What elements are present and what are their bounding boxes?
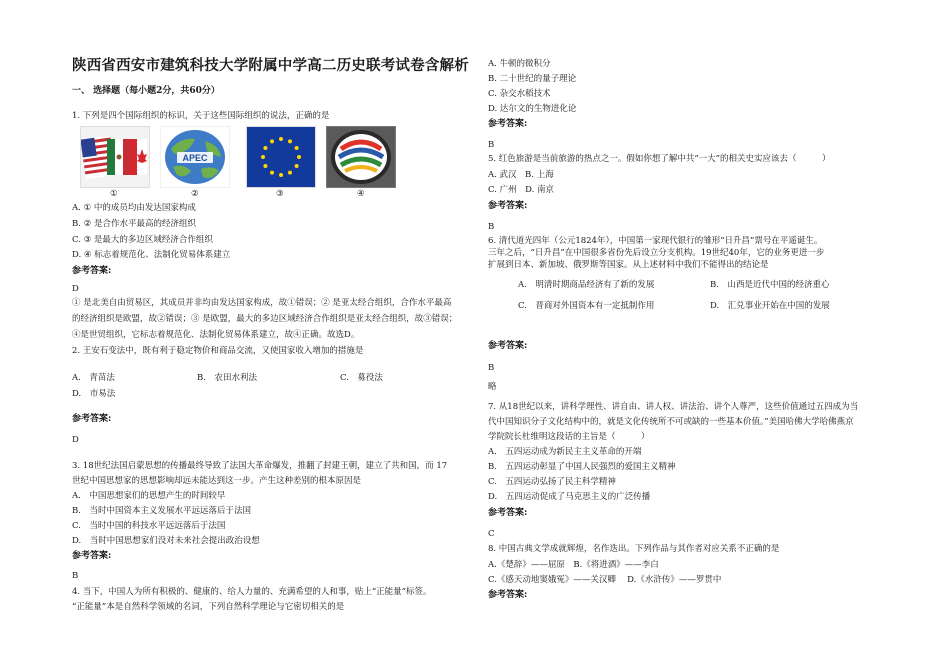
q4-answer: B — [488, 140, 495, 150]
q6-option-b: B. 山西是近代中国的经济重心 — [710, 280, 830, 290]
logo-caption-4: ④ — [357, 189, 365, 199]
q4-stem-line-1: 4. 当下，中国人为所有积极的、健康的、给人力量的、充满希望的人和事，贴上“正能量”标签。 — [72, 587, 432, 597]
q6-option-d: D. 汇兑事业开始在中国的发展 — [710, 301, 830, 311]
q1-explanation-line-3: ④是世贸组织，它标志着规范化、法制化贸易体系建立，故④正确。故选D。 — [72, 330, 360, 340]
q1-option-b: B. ② 是合作水平最高的经济组织 — [72, 219, 196, 229]
q7-stem-line-2: 代中国知识分子文化结构中的，就是文化传统所不可或缺的一些基本价值。”美国哈佛大学哈佛燕京 — [488, 417, 854, 427]
q2-option-a: A. 青苗法 — [72, 373, 115, 383]
q5-options-cd: C. 广州 D. 南京 — [488, 185, 555, 195]
logo-caption-2: ② — [191, 189, 199, 199]
q2-option-d: D. 市易法 — [72, 389, 116, 399]
logo-caption-1: ① — [110, 189, 118, 199]
q2-answer: D — [72, 435, 79, 445]
q6-answer-label: 参考答案: — [488, 341, 528, 351]
q7-answer-label: 参考答案: — [488, 508, 528, 518]
q6-stem-line-3: 扩展到日本、新加坡、俄罗斯等国家。从上述材料中我们不能得出的结论是 — [488, 260, 769, 270]
q6-note: 略 — [488, 382, 497, 392]
q4-option-b: B. 二十世纪的量子理论 — [488, 74, 577, 84]
q8-stem: 8. 中国古典文学成就辉煌，名作迭出。下列作品与其作者对应关系不正确的是 — [488, 544, 780, 554]
q8-options-ab: A.《楚辞》——屈原 B.《将进酒》——李白 — [488, 560, 659, 570]
q4-option-a: A. 牛顿的微积分 — [488, 59, 551, 69]
q5-stem: 5. 红色旅游是当前旅游的热点之一。假如你想了解中共“一大”的相关史实应该去（ ） — [488, 154, 831, 164]
q8-answer-label: 参考答案: — [488, 590, 528, 600]
logo-caption-3: ③ — [276, 189, 284, 199]
q7-stem-line-1: 7. 从18世纪以来，讲科学理性、讲自由、讲人权、讲法治、讲个人尊严，这些价值通过五四成为当 — [488, 402, 859, 412]
q7-option-a: A. 五四运动成为新民主主义革命的开端 — [488, 447, 642, 457]
q7-stem-line-3: 学院院长杜维明这段话的主旨是（ ） — [488, 432, 650, 442]
apec-logo — [160, 126, 230, 188]
q1-option-c: C. ③ 是最大的多边区域经济合作组织 — [72, 235, 213, 245]
q1-answer-label: 参考答案: — [72, 266, 112, 276]
q7-option-b: B. 五四运动彰显了中国人民强烈的爱国主义精神 — [488, 462, 676, 472]
q4-answer-label: 参考答案: — [488, 119, 528, 129]
q3-stem-line-1: 3. 18世纪法国启蒙思想的传播最终导致了法国大革命爆发，推翻了封建王朝，建立了共和国，而 17 — [72, 461, 448, 471]
page-title: 陕西省西安市建筑科技大学附属中学高二历史联考试卷含解析 — [72, 57, 469, 74]
q3-option-a: A. 中国思想家们的思想产生的时间较早 — [72, 491, 226, 501]
apec-logo-text: APEC — [182, 153, 208, 163]
q1-answer: D — [72, 284, 79, 294]
q1-option-a: A. ① 中的成员均由发达国家构成 — [72, 203, 196, 213]
q4-stem-line-2: “正能量”本是自然科学领域的名词，下列自然科学理论与它密切相关的是 — [72, 602, 345, 612]
q7-option-d: D. 五四运动促成了马克思主义的广泛传播 — [488, 492, 651, 502]
q6-option-c: C. 晋商对外国资本有一定抵制作用 — [518, 301, 655, 311]
q3-option-c: C. 当时中国的科技水平远远落后于法国 — [72, 521, 226, 531]
q3-option-d: D. 当时中国思想家们没对未来社会提出政治设想 — [72, 536, 260, 546]
q2-option-b: B. 农田水利法 — [197, 373, 257, 383]
q6-option-a: A. 明清时期商品经济有了新的发展 — [518, 280, 655, 290]
q6-answer: B — [488, 363, 495, 373]
q6-stem-line-1: 6. 清代道光四年（公元1824年），中国第一家现代银行的雏形“日升昌”票号在平遥诞生。 — [488, 236, 823, 246]
q8-options-cd: C.《感天动地窦娥冤》——关汉卿 D.《水浒传》——罗贯中 — [488, 575, 722, 585]
q5-answer: B — [488, 222, 495, 232]
q1-option-d: D. ④ 标志着规范化、法制化贸易体系建立 — [72, 250, 231, 260]
q7-answer: C — [488, 529, 495, 539]
q2-answer-label: 参考答案: — [72, 414, 112, 424]
q7-option-c: C. 五四运动弘扬了民主科学精神 — [488, 477, 616, 487]
q5-options-ab: A. 武汉 B. 上海 — [488, 170, 554, 180]
nafta-flags-logo — [80, 126, 150, 188]
q1-explanation-line-2: 的经济组织是欧盟，故②错误；③ 是欧盟，最大的多边区域经济合作组织是亚太经合组织，故③错误； — [72, 314, 458, 324]
q4-option-d: D. 达尔文的生物进化论 — [488, 104, 577, 114]
q4-option-c: C. 杂交水稻技术 — [488, 89, 551, 99]
wto-logo — [326, 126, 396, 188]
q3-stem-line-2: 世纪中国思想家的思想影响却远未能达到这一步。产生这种差别的根本原因是 — [72, 476, 362, 486]
q3-option-b: B. 当时中国资本主义发展水平远远落后于法国 — [72, 506, 251, 516]
q1-explanation-line-1: ① 是北美自由贸易区，其成员并非均由发达国家构成，故①错误；② 是亚太经合组织，合作水平最高 — [72, 298, 452, 308]
q3-answer-label: 参考答案: — [72, 551, 112, 561]
q6-stem-line-2: 三年之后，“日升昌”在中国很多省份先后设立分支机构。19世纪40年，它的业务更进一步 — [488, 248, 825, 258]
q1-stem: 1. 下列是四个国际组织的标识，关于这些国际组织的说法，正确的是 — [72, 111, 330, 121]
q2-stem: 2. 王安石变法中，既有利于稳定物价和商品交流，又使国家收入增加的措施是 — [72, 346, 364, 356]
eu-flag-logo — [246, 126, 316, 188]
q5-answer-label: 参考答案: — [488, 201, 528, 211]
section-heading: 一、 选择题（每小题2分，共60分） — [72, 86, 220, 96]
q3-answer: B — [72, 571, 79, 581]
q2-option-c: C. 募役法 — [340, 373, 383, 383]
